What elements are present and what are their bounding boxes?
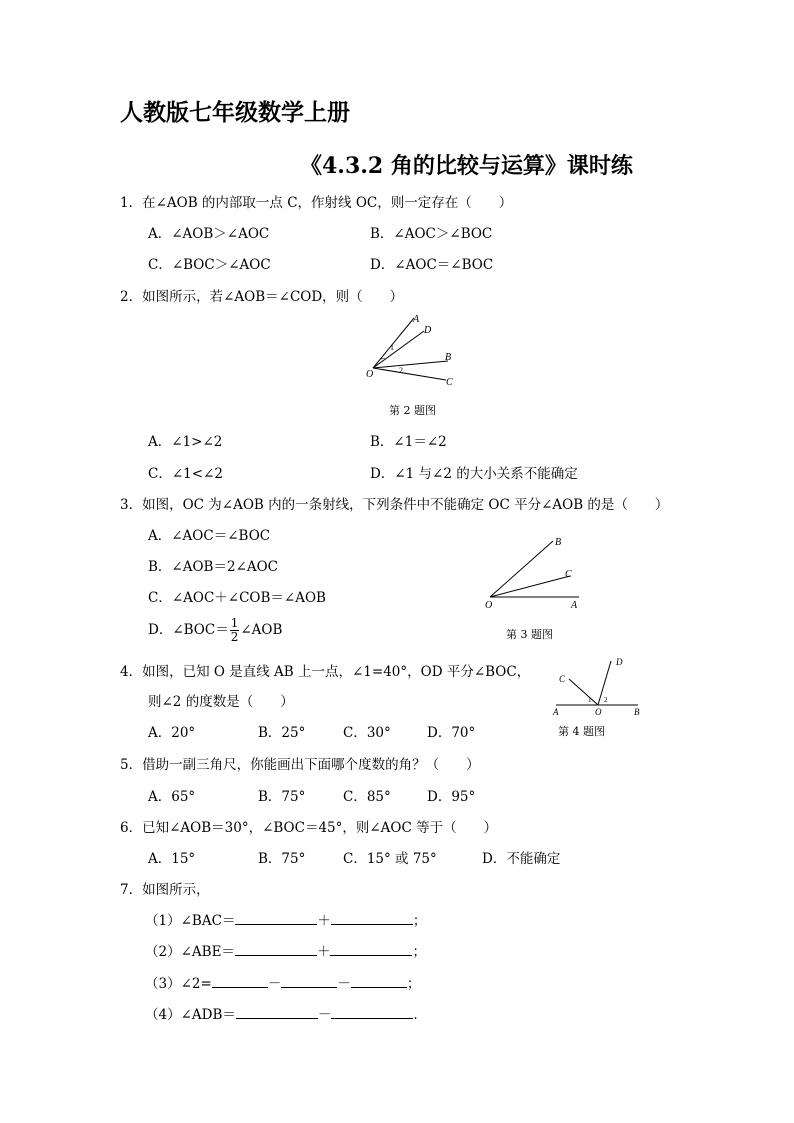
period: . [413, 1007, 418, 1023]
q4-label-o: O [595, 707, 602, 717]
q3-option-a[interactable]: A．∠AOC＝∠BOC [148, 528, 271, 544]
q1-option-c[interactable]: C．∠BOC＞∠AOC [148, 257, 271, 273]
semicolon: ； [412, 944, 426, 960]
fraction-one-half [230, 617, 240, 644]
plus-sign: ＋ [317, 913, 331, 929]
q4-label-a: A [553, 707, 559, 717]
q3-label-a: A [571, 600, 578, 611]
q7-part-4-label: （4）∠ADB＝ [145, 1007, 236, 1023]
q5-option-d[interactable]: D．95° [427, 789, 476, 805]
q5-option-a[interactable]: A．65° [148, 789, 196, 805]
q3-label-c: C [565, 569, 572, 580]
q2-label-o: O [366, 369, 374, 380]
q3-label-b: B [555, 537, 562, 548]
q3-option-d[interactable] [148, 617, 282, 644]
q7-part-1-label: （1）∠BAC＝ [145, 913, 236, 929]
q2-label-d: D [424, 325, 432, 336]
q4-option-b[interactable]: B．25° [258, 725, 306, 741]
answer-blank[interactable] [281, 975, 337, 988]
q5-stem: 5．借助一副三角尺，你能画出下面哪个度数的角？（ ） [120, 757, 480, 773]
q3-option-c[interactable]: C．∠AOC＋∠COB＝∠AOB [148, 590, 326, 606]
q3-option-d-prefix: D．∠BOC＝ [148, 622, 229, 638]
q7-stem: 7．如图所示， [120, 882, 210, 898]
q2-option-c[interactable]: C．∠1<∠2 [148, 466, 223, 482]
q4-label-1: 1 [588, 696, 592, 704]
minus-sign: － [337, 976, 351, 992]
q6-option-a[interactable]: A．15° [148, 851, 196, 867]
q7-part-2 [145, 940, 426, 960]
q3-stem: 3．如图，OC 为∠AOB 内的一条射线，下列条件中不能确定 OC 平分∠AOB 的是（ ） [120, 497, 669, 513]
q2-label-a: A [413, 314, 420, 325]
q2-option-d[interactable]: D．∠1 与∠2 的大小关系不能确定 [370, 466, 578, 482]
semicolon: ； [406, 976, 421, 992]
plus-sign: ＋ [316, 944, 331, 960]
q2-caption: 第 2 题图 [389, 404, 436, 417]
q4-option-a[interactable]: A．20° [148, 725, 196, 741]
fraction-numerator: 1 [230, 616, 239, 630]
q5-option-c[interactable]: C．85° [343, 789, 391, 805]
answer-blank[interactable] [331, 1006, 413, 1019]
q1-stem: 1．在∠AOB 的内部取一点 C，作射线 OC，则一定存在（ ） [120, 195, 513, 211]
q7-part-4 [145, 1003, 418, 1023]
q4-label-2: 2 [604, 696, 608, 704]
q4-stem-line2: 则∠2 的度数是（ ） [148, 694, 294, 710]
q1-option-b[interactable]: B．∠AOC＞∠BOC [370, 226, 493, 242]
q5-option-b[interactable]: B．75° [258, 789, 306, 805]
q7-part-3-label: （3）∠2= [145, 976, 212, 992]
q3-label-o: O [485, 600, 493, 611]
q6-option-c[interactable]: C．15° 或 75° [343, 851, 437, 867]
answer-blank[interactable] [235, 912, 317, 925]
q3-figure [480, 535, 590, 613]
answer-blank[interactable] [212, 975, 268, 988]
q4-label-b: B [634, 707, 640, 717]
q4-label-d: D [616, 657, 623, 667]
q1-option-a[interactable]: A．∠AOB＞∠AOC [148, 226, 270, 242]
minus-sign: － [267, 976, 282, 992]
q6-option-b[interactable]: B．75° [258, 851, 306, 867]
q7-part-1 [145, 909, 426, 929]
q3-caption: 第 3 题图 [506, 628, 553, 641]
q2-label-1: 1 [390, 343, 394, 352]
q2-stem: 2．如图所示，若∠AOB＝∠COD，则（ ） [120, 289, 404, 305]
q4-option-c[interactable]: C．30° [343, 725, 391, 741]
semicolon: ； [412, 913, 427, 929]
q3-option-b[interactable]: B．∠AOB＝2∠AOC [148, 559, 279, 575]
q6-option-d[interactable]: D．不能确定 [482, 851, 561, 867]
q4-label-c: C [559, 674, 566, 684]
answer-blank[interactable] [235, 943, 317, 956]
q1-option-d[interactable]: D．∠AOC＝∠BOC [370, 257, 494, 273]
q4-option-d[interactable]: D．70° [427, 725, 476, 741]
minus-sign: － [317, 1007, 332, 1023]
answer-blank[interactable] [331, 912, 413, 925]
answer-blank[interactable] [236, 1006, 318, 1019]
q7-part-3 [145, 972, 420, 992]
q2-label-b: B [445, 352, 452, 363]
lesson-title: 《4.3.2 角的比较与运算》课时练 [300, 153, 633, 179]
page-title: 人教版七年级数学上册 [120, 99, 350, 126]
q2-option-b[interactable]: B．∠1＝∠2 [370, 434, 447, 450]
q2-figure [355, 310, 465, 390]
q6-stem: 6．已知∠AOB＝30°，∠BOC＝45°，则∠AOC 等于（ ） [120, 820, 498, 836]
fraction-denominator: 2 [230, 630, 239, 644]
q2-option-a[interactable]: A．∠1>∠2 [148, 434, 223, 450]
q2-label-2: 2 [399, 366, 403, 375]
answer-blank[interactable] [330, 943, 412, 956]
q4-figure [548, 652, 648, 720]
q4-caption: 第 4 题图 [558, 725, 605, 738]
q7-part-2-label: （2）∠ABE＝ [145, 944, 235, 960]
q2-label-c: C [446, 377, 453, 388]
answer-blank[interactable] [351, 975, 407, 988]
q4-stem: 4．如图，已知 O 是直线 AB 上一点，∠1=40°，OD 平分∠BOC， [120, 664, 531, 680]
q3-option-d-suffix: ∠AOB [240, 622, 283, 638]
